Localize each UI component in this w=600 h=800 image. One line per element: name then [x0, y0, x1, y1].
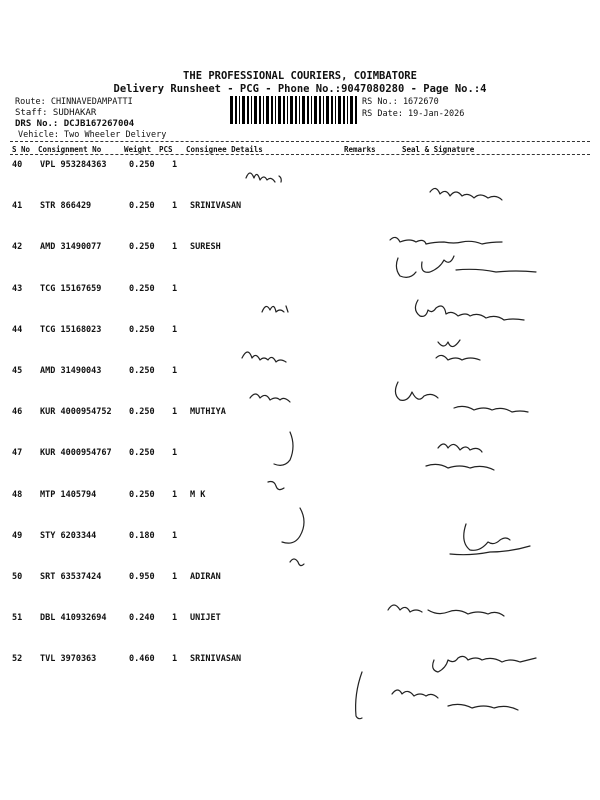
row-consignment: SRT 63537424	[40, 572, 102, 582]
row-weight: 0.250	[129, 201, 155, 212]
row-sno: 41	[12, 201, 23, 212]
row-pcs: 1	[172, 572, 178, 582]
row-consignment: AMD 31490077	[40, 242, 102, 253]
row-weight: 0.950	[129, 572, 155, 582]
row-sno: 51	[12, 613, 23, 624]
row-pcs: 1	[172, 654, 178, 665]
row-sno: 45	[12, 366, 23, 376]
row-sno: 42	[12, 242, 23, 253]
col-sno: S No	[12, 145, 31, 154]
row-consignee: SRINIVASAN	[190, 201, 242, 212]
row-pcs: 1	[172, 324, 178, 335]
row-consignee: MUTHIYA	[190, 407, 226, 418]
route-text: Route: CHINNAVEDAMPATTI	[15, 97, 133, 107]
row-consignee: M K	[190, 489, 206, 500]
row-pcs: 1	[172, 448, 178, 459]
table-row	[0, 490, 600, 530]
row-consignment: KUR 4000954752	[40, 407, 112, 418]
row-weight: 0.250	[129, 489, 155, 500]
row-pcs: 1	[172, 160, 178, 170]
table-row	[0, 572, 600, 612]
row-pcs: 1	[172, 407, 178, 418]
company-title: THE PROFESSIONAL COURIERS, COIMBATORE	[183, 70, 417, 82]
row-pcs: 1	[172, 201, 178, 212]
drs-number: DRS No.: DCJB167267004	[15, 119, 135, 129]
table-row	[0, 242, 600, 282]
table-row	[0, 366, 600, 406]
row-weight: 0.250	[129, 324, 155, 335]
table-row	[0, 448, 600, 488]
col-remarks: Remarks	[344, 145, 376, 154]
table-row	[0, 654, 600, 694]
row-consignment: TCG 15167659	[40, 283, 102, 294]
row-weight: 0.250	[129, 160, 155, 170]
row-sno: 49	[12, 530, 23, 541]
table-row	[0, 201, 600, 241]
rs-number: RS No.: 1672670	[362, 97, 439, 107]
row-consignment: STR 866429	[40, 201, 92, 212]
row-weight: 0.240	[129, 613, 155, 624]
rs-date: RS Date: 19-Jan-2026	[362, 109, 465, 119]
row-consignment: AMD 31490043	[40, 366, 102, 376]
row-weight: 0.250	[129, 242, 155, 253]
header-divider-bottom	[10, 154, 590, 155]
barcode-icon	[230, 96, 358, 124]
table-row	[0, 284, 600, 324]
table-row	[0, 160, 600, 200]
row-pcs: 1	[172, 613, 178, 624]
row-sno: 50	[12, 572, 23, 582]
row-weight: 0.250	[129, 366, 155, 376]
row-pcs: 1	[172, 530, 178, 541]
row-sno: 47	[12, 448, 23, 459]
table-row	[0, 325, 600, 365]
row-weight: 0.250	[129, 407, 155, 418]
table-row	[0, 407, 600, 447]
row-consignment: VPL 953284363	[40, 160, 107, 170]
row-weight: 0.180	[129, 530, 155, 541]
row-weight: 0.250	[129, 448, 155, 459]
row-sno: 46	[12, 407, 23, 418]
table-row	[0, 531, 600, 571]
row-consignment: TCG 15168023	[40, 324, 102, 335]
row-consignee: SURESH	[190, 242, 221, 253]
row-consignment: STY 6203344	[40, 530, 97, 541]
col-weight: Weight	[124, 145, 152, 154]
row-sno: 40	[12, 160, 23, 170]
row-consignment: KUR 4000954767	[40, 448, 112, 459]
row-consignment: DBL 410932694	[40, 613, 107, 624]
row-weight: 0.250	[129, 283, 155, 294]
runsheet-subtitle: Delivery Runsheet - PCG - Phone No.:9047080280 - Page No.:4	[113, 83, 487, 95]
row-consignee: ADIRAN	[190, 572, 221, 582]
col-seal-signature: Seal & Signature	[402, 145, 475, 154]
row-weight: 0.460	[129, 654, 155, 665]
row-consignment: MTP 1405794	[40, 489, 97, 500]
row-consignment: TVL 3970363	[40, 654, 97, 665]
table-row	[0, 613, 600, 653]
row-sno: 44	[12, 324, 23, 335]
row-pcs: 1	[172, 283, 178, 294]
row-pcs: 1	[172, 242, 178, 253]
row-sno: 48	[12, 489, 23, 500]
row-pcs: 1	[172, 489, 178, 500]
row-sno: 43	[12, 283, 23, 294]
row-consignee: UNIJET	[190, 613, 221, 624]
vehicle-text: Vehicle: Two Wheeler Delivery	[18, 130, 167, 140]
col-consignee: Consignee Details	[186, 145, 263, 154]
row-sno: 52	[12, 654, 23, 665]
header-divider-top	[10, 141, 590, 142]
col-pcs: PCS	[159, 145, 173, 154]
row-consignee: SRINIVASAN	[190, 654, 242, 665]
col-consignment: Consignment No	[38, 145, 102, 154]
row-pcs: 1	[172, 366, 178, 376]
staff-text: Staff: SUDHAKAR	[15, 108, 97, 118]
